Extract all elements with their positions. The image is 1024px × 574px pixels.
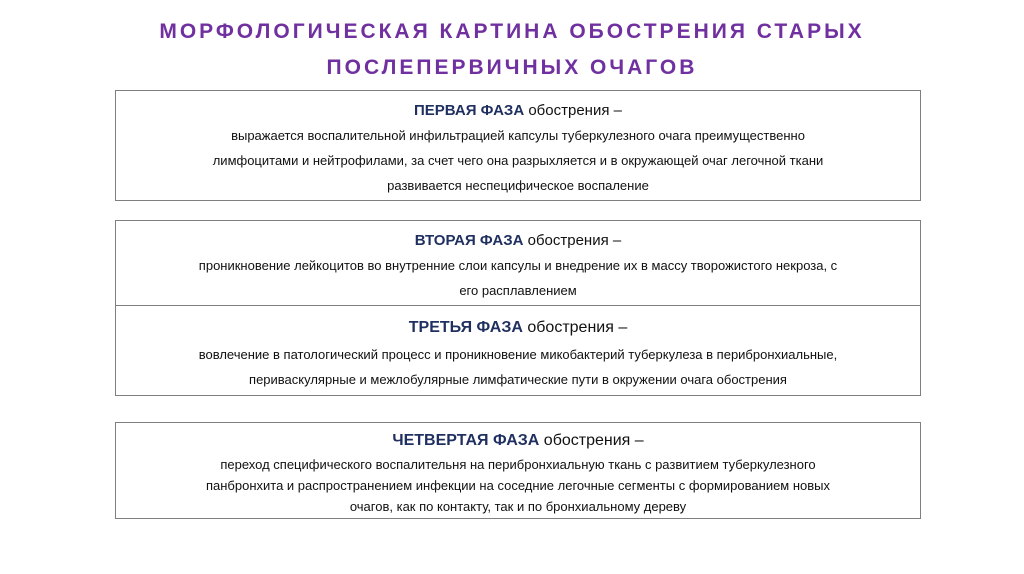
phase-1-heading [116,99,920,123]
phase-2-name: ВТОРАЯ ФАЗА [414,232,524,249]
phase-4-name: ЧЕТВЕРТАЯ ФАЗА [392,432,540,449]
phase-3-name: ТРЕТЬЯ ФАЗА [408,319,523,336]
phase-2-line-2: его расплавлением [459,283,577,298]
phase-3-line-1: вовлечение в патологический процесс и проникновение микобактерий туберкулеза в перибронхиальные, [198,347,838,362]
phase-2-heading [116,229,920,253]
phase-3-line-2: периваскулярные и межлобулярные лимфатические пути в окружении очага обострения [249,372,787,387]
slide-title-line-2: ПОСЛЕПЕРВИЧНЫХ ОЧАГОВ [326,56,698,79]
phase-1-name: ПЕРВАЯ ФАЗА [414,102,525,119]
slide-title-line-1: МОРФОЛОГИЧЕСКАЯ КАРТИНА ОБОСТРЕНИЯ СТАРЫХ [159,20,865,43]
slide-title [0,14,1024,86]
phase-4-line-3: очагов, как по контакту, так и по бронхиальному дереву [349,499,687,514]
phase-1-suffix: обострения – [524,102,622,119]
phase-3-heading [116,315,920,341]
phase-2-line-1: проникновение лейкоцитов во внутренние слои капсулы и внедрение их в массу творожистого некроза, с [198,258,838,273]
phase-1-line-3: развивается неспецифическое воспаление [387,178,649,193]
phase-1-box [115,90,921,201]
phase-2-suffix: обострения – [523,232,622,249]
phase-4-heading [116,428,920,454]
phase-1-line-1: выражается воспалительной инфильтрацией капсулы туберкулезного очага преимущественно [231,128,805,143]
phase-2-box [115,220,921,305]
phase-4-box [115,422,921,519]
phase-4-line-2: панбронхита и распространением инфекции на соседние легочные сегменты с формированием новых [205,478,831,493]
phase-4-suffix: обострения – [539,432,644,449]
phase-3-box [115,305,921,396]
phase-4-line-1: переход специфического воспалительня на перибронхиальную ткань с развитием туберкулезного [220,457,816,472]
phase-1-line-2: лимфоцитами и нейтрофилами, за счет чего она разрыхляется и в окружающей очаг легочной ткани [212,153,824,168]
phase-3-suffix: обострения – [522,319,628,336]
